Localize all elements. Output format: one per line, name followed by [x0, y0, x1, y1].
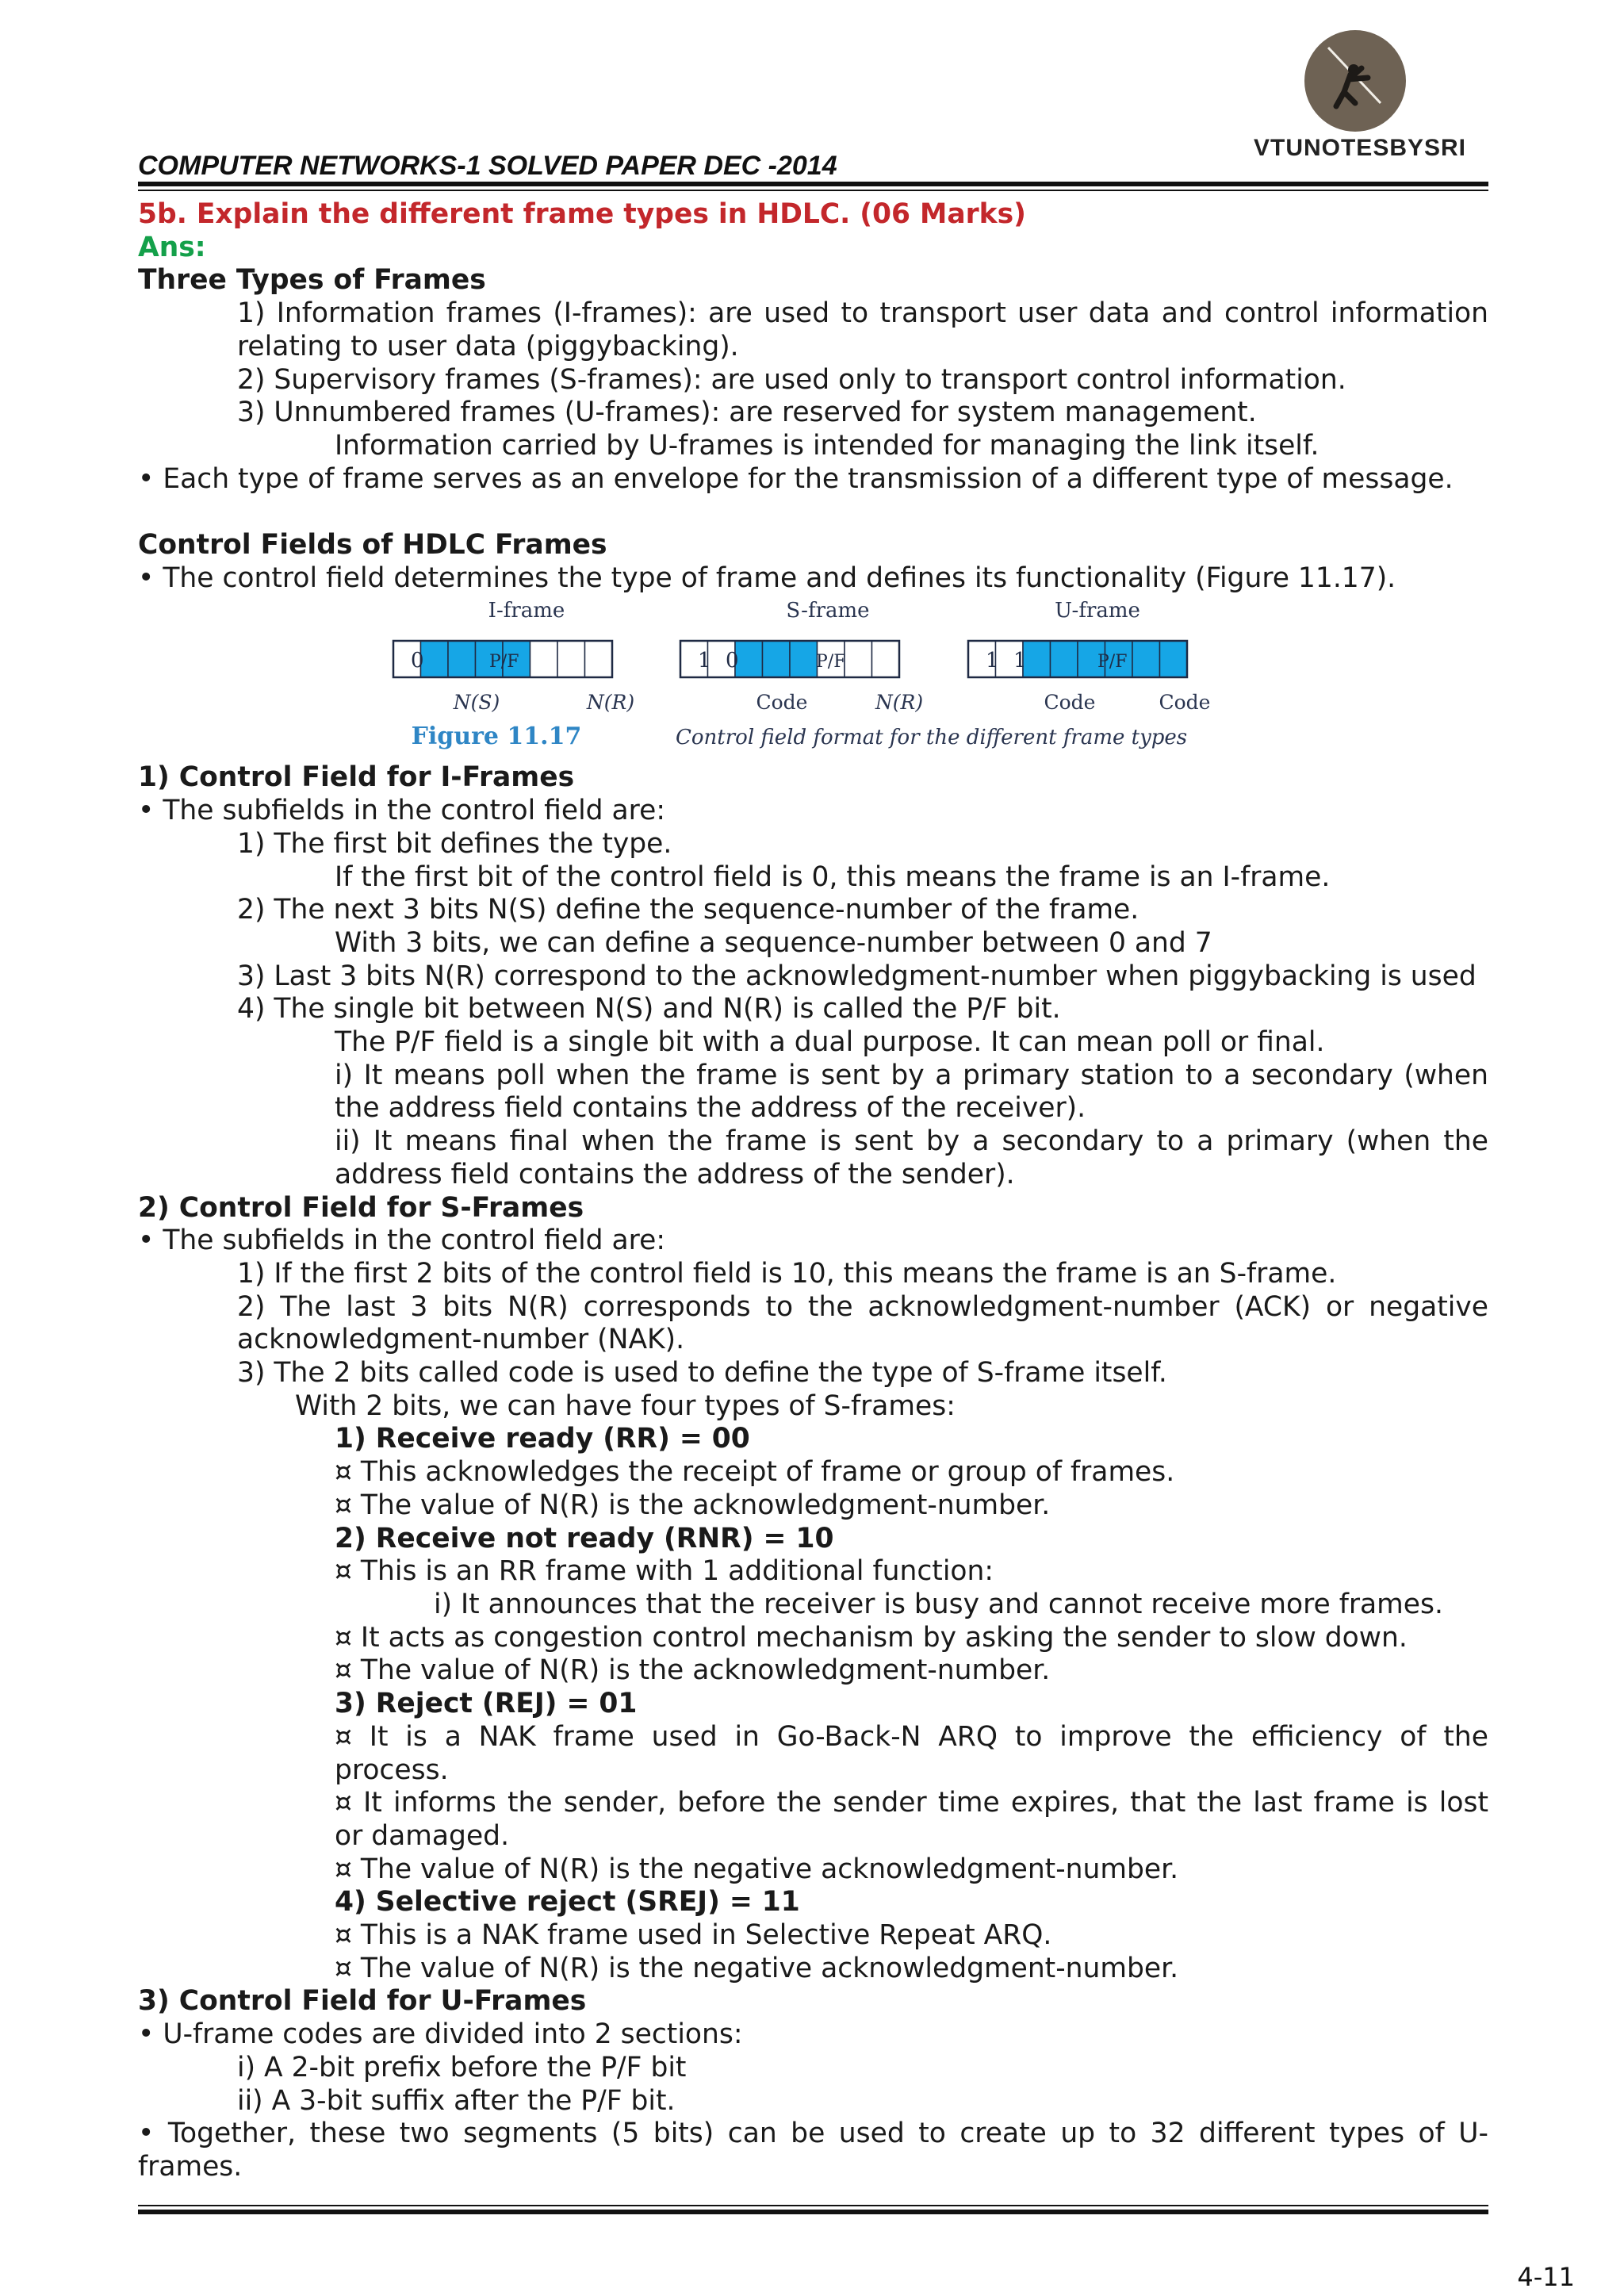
bullet-text: • Each type of frame serves as an envelope for the transmission of a different type of message.: [138, 462, 1454, 495]
footer-rule-thin: [138, 2205, 1488, 2206]
sframe-point: ¤ It acts as congestion control mechanism by asking the sender to slow down.: [335, 1621, 1408, 1654]
pf-label: P/F: [1097, 652, 1128, 673]
pf-label: P/F: [816, 652, 846, 673]
answer-label: Ans:: [138, 231, 206, 263]
bullet-text: • Together, these two segments (5 bits) can be used to create up to 32 different types of U-: [138, 2118, 1488, 2150]
bullet-text: • The subfields in the control field are:: [138, 1225, 665, 1257]
sframe-point: i) It announces that the receiver is busy and cannot receive more frames.: [434, 1589, 1443, 1620]
field-label: Code: [756, 691, 808, 715]
field-label: N(R): [586, 691, 635, 715]
sframe-point: ¤ It is a NAK frame used in Go-Back-N ARQ to improve the efficiency of the: [335, 1720, 1488, 1753]
list-item: 1) If the first 2 bits of the control field is 10, this means the frame is an S-frame.: [237, 1257, 1337, 1290]
list-item: 3) Last 3 bits N(R) correspond to the acknowledgment-number when piggybacking is used: [237, 960, 1477, 992]
field-label: Code: [1159, 691, 1211, 715]
document-header-title: COMPUTER NETWORKS-1 SOLVED PAPER DEC -2014: [138, 151, 837, 181]
footer-rule-thick: [138, 2210, 1488, 2214]
field-label: Code: [1044, 691, 1096, 715]
frame-title: S-frame: [786, 599, 870, 623]
pf-label: P/F: [489, 652, 519, 673]
control-field-bit-cell: [557, 641, 585, 677]
control-field-bit-cell: [735, 641, 763, 677]
list-item: 2) The last 3 bits N(R) corresponds to the acknowledgment-number (ACK) or negative: [237, 1290, 1488, 1323]
list-item: 3) Unnumbered frames (U-frames): are reserved for system management.: [237, 397, 1257, 429]
bit-label: 0: [726, 649, 739, 673]
list-item: With 2 bits, we can have four types of S-frames:: [295, 1389, 956, 1422]
site-logo: [1241, 22, 1479, 165]
list-item: If the first bit of the control field is 0, this means the frame is an I-frame.: [335, 861, 1331, 893]
list-item: ii) It means final when the frame is sent by a secondary to a primary (when the: [335, 1125, 1488, 1158]
sframe-point: process.: [335, 1754, 449, 1786]
sframe-type-title: 1) Receive ready (RR) = 00: [335, 1423, 750, 1455]
bullet-text: frames.: [138, 2150, 243, 2183]
header-rule-thick: [138, 182, 1488, 186]
sframe-point: ¤ This acknowledges the receipt of frame or group of frames.: [335, 1456, 1175, 1489]
section-heading: 1) Control Field for I-Frames: [138, 761, 575, 794]
list-item: 4) The single bit between N(S) and N(R) is called the P/F bit.: [237, 993, 1061, 1025]
list-item: i) A 2-bit prefix before the P/F bit: [237, 2051, 687, 2083]
list-item: i) It means poll when the frame is sent by a primary station to a secondary (when: [335, 1059, 1488, 1091]
list-item: With 3 bits, we can define a sequence-number between 0 and 7: [335, 926, 1212, 959]
field-label: N(R): [875, 691, 924, 715]
sframe-point: ¤ The value of N(R) is the negative acknowledgment-number.: [335, 1853, 1179, 1885]
sframe-point: ¤ This is an RR frame with 1 additional function:: [335, 1555, 994, 1588]
section-heading: Control Fields of HDLC Frames: [138, 529, 607, 562]
bit-label: 1: [698, 649, 711, 673]
control-field-bit-cell: [421, 641, 449, 677]
control-field-bit-cell: [530, 641, 558, 677]
list-item: acknowledgment-number (NAK).: [237, 1324, 685, 1356]
header-rule-thin: [138, 190, 1488, 191]
bullet-text: • The subfields in the control field are:: [138, 795, 665, 827]
list-item: The P/F field is a single bit with a dual purpose. It can mean poll or final.: [335, 1026, 1325, 1059]
figure-caption-number: Figure 11.17: [411, 723, 582, 751]
list-item: ii) A 3-bit suffix after the P/F bit.: [237, 2084, 676, 2117]
frame-title: I-frame: [488, 599, 565, 623]
list-item: 2) Supervisory frames (S-frames): are used only to transport control information.: [237, 363, 1346, 396]
list-item: address field contains the address of the sender).: [335, 1158, 1015, 1190]
sframe-point: or damaged.: [335, 1819, 510, 1852]
control-field-bit-cell: [1023, 641, 1051, 677]
sframe-type-title: 4) Selective reject (SREJ) = 11: [335, 1886, 800, 1918]
control-field-bit-cell: [872, 641, 900, 677]
sframe-point: ¤ This is a NAK frame used in Selective Repeat ARQ.: [335, 1919, 1052, 1952]
control-field-bit-cell: [1051, 641, 1078, 677]
page-number: 4-11: [1517, 2262, 1575, 2292]
page-content: [138, 198, 1488, 2184]
spacer: [138, 496, 1488, 529]
control-field-bit-cell: [1160, 641, 1188, 677]
section-heading: Three Types of Frames: [138, 264, 486, 297]
control-field-bit-cell: [790, 641, 818, 677]
list-item: 3) The 2 bits called code is used to define the type of S-frame itself.: [237, 1357, 1167, 1389]
bullet-text: • U-frame codes are divided into 2 sections:: [138, 2018, 743, 2051]
sframe-point: ¤ The value of N(R) is the negative acknowledgment-number.: [335, 1952, 1179, 1984]
bullet-text: • The control field determines the type of frame and defines its functionality (Figure 11.17).: [138, 562, 1396, 594]
sframe-point: ¤ The value of N(R) is the acknowledgment-number.: [335, 1654, 1051, 1687]
bit-label: 1: [1013, 649, 1027, 673]
list-item: 1) The first bit defines the type.: [237, 827, 672, 860]
list-item: the address field contains the address of the receiver).: [335, 1092, 1086, 1125]
list-item: Information carried by U-frames is intended for managing the link itself.: [335, 429, 1320, 462]
sframe-type-title: 2) Receive not ready (RNR) = 10: [335, 1522, 834, 1554]
list-item: 1) Information frames (I-frames): are used to transport user data and control information: [237, 297, 1488, 330]
section-heading: 2) Control Field for S-Frames: [138, 1191, 584, 1224]
list-item: relating to user data (piggybacking).: [237, 330, 739, 362]
field-label: N(S): [453, 691, 500, 715]
bit-label: 0: [411, 649, 424, 673]
sframe-point: ¤ It informs the sender, before the sender time expires, that the last frame is lost: [335, 1787, 1488, 1819]
logo-text: VTUNOTESBYSRI: [1253, 135, 1467, 161]
control-field-bit-cell: [448, 641, 476, 677]
control-field-diagram: [138, 595, 1488, 761]
figure-caption-text: Control field format for the different frame types: [676, 726, 1188, 750]
list-item: 2) The next 3 bits N(S) define the sequence-number of the frame.: [237, 894, 1139, 926]
frame-title: U-frame: [1055, 599, 1140, 623]
sframe-point: ¤ The value of N(R) is the acknowledgment-number.: [335, 1489, 1051, 1521]
sframe-type-title: 3) Reject (REJ) = 01: [335, 1688, 638, 1720]
climber-logo-icon: [1304, 30, 1406, 132]
question-heading: 5b. Explain the different frame types in HDLC. (06 Marks): [138, 198, 1026, 230]
control-field-bit-cell: [1132, 641, 1160, 677]
control-field-bit-cell: [763, 641, 791, 677]
control-field-bit-cell: [845, 641, 872, 677]
section-heading: 3) Control Field for U-Frames: [138, 1985, 587, 2018]
figure-control-field: [138, 595, 1488, 761]
control-field-bit-cell: [585, 641, 613, 677]
bit-label: 1: [986, 649, 999, 673]
